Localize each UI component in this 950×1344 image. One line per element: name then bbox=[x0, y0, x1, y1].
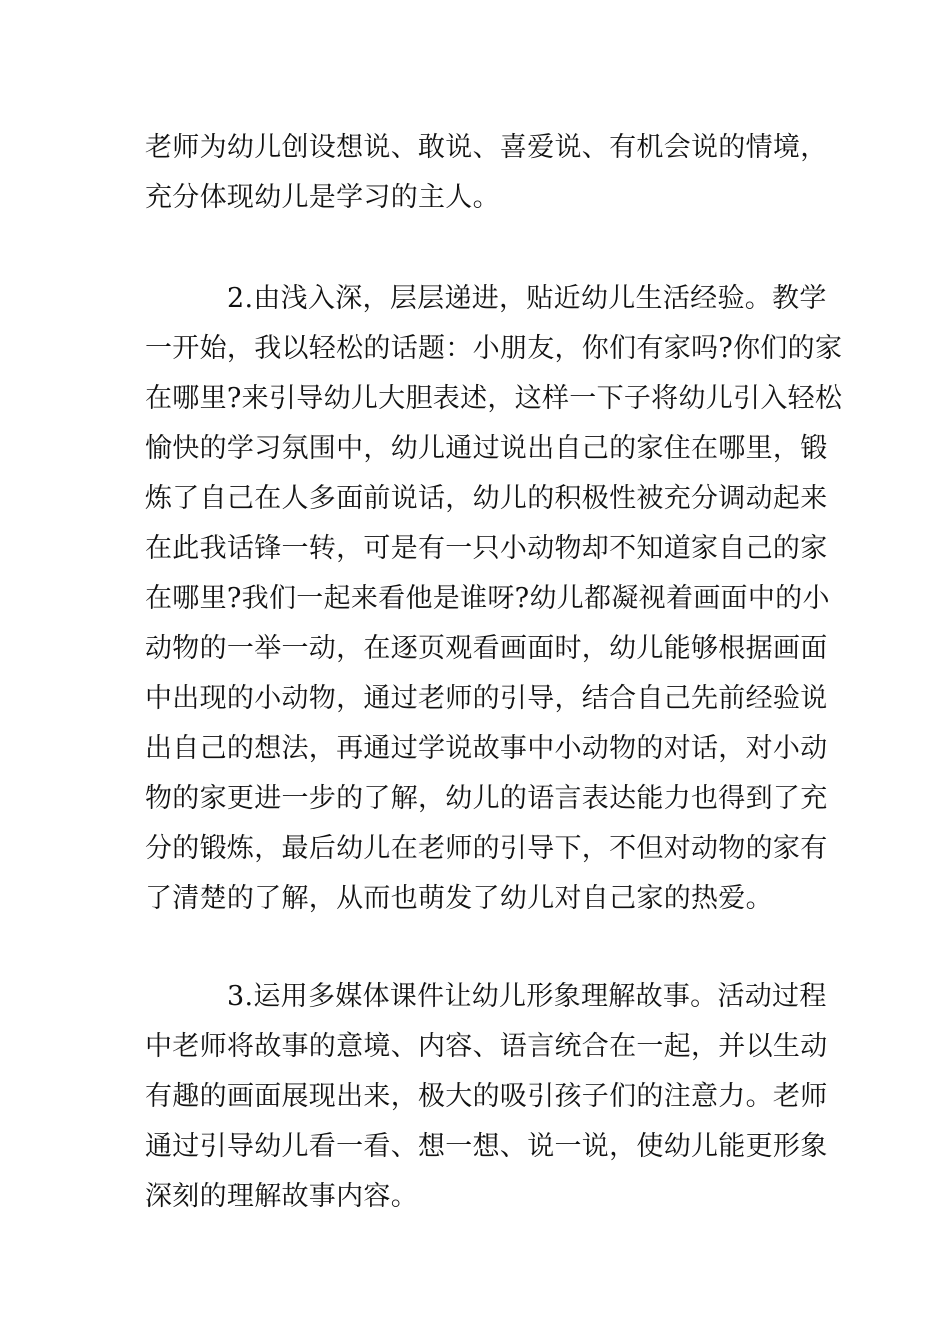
text-line: 在此我话锋一转，可是有一只小动物却不知道家自己的家 bbox=[145, 533, 828, 564]
text-line: 在哪里?来引导幼儿大胆表述，这样一下子将幼儿引入轻松 bbox=[145, 383, 843, 414]
paragraph-2 bbox=[145, 274, 843, 924]
text-line: 充分体现幼儿是学习的主人。 bbox=[145, 182, 500, 213]
text-line: 深刻的理解故事内容。 bbox=[145, 1181, 418, 1212]
paragraph-1 bbox=[145, 123, 828, 223]
text-line: 一开始，我以轻松的话题：小朋友，你们有家吗?你们的家 bbox=[145, 333, 843, 364]
text-line: 分的锻炼，最后幼儿在老师的引导下，不但对动物的家有 bbox=[145, 833, 828, 864]
text-line: 2.由浅入深，层层递进，贴近幼儿生活经验。教学 bbox=[227, 283, 827, 314]
text-line: 中出现的小动物，通过老师的引导，结合自己先前经验说 bbox=[145, 683, 828, 714]
text-line: 动物的一举一动，在逐页观看画面时，幼儿能够根据画面 bbox=[145, 633, 828, 664]
text-line: 3.运用多媒体课件让幼儿形象理解故事。活动过程 bbox=[227, 981, 827, 1012]
text-line: 出自己的想法，再通过学说故事中小动物的对话，对小动 bbox=[145, 733, 828, 764]
paragraph-3 bbox=[145, 972, 828, 1222]
text-line: 炼了自己在人多面前说话，幼儿的积极性被充分调动起来 bbox=[145, 483, 828, 514]
text-line: 老师为幼儿创设想说、敢说、喜爱说、有机会说的情境， bbox=[145, 132, 828, 163]
text-line: 中老师将故事的意境、内容、语言统合在一起，并以生动 bbox=[145, 1031, 828, 1062]
text-line: 通过引导幼儿看一看、想一想、说一说，使幼儿能更形象 bbox=[145, 1131, 828, 1162]
text-line: 有趣的画面展现出来，极大的吸引孩子们的注意力。老师 bbox=[145, 1081, 828, 1112]
text-line: 在哪里?我们一起来看他是谁呀?幼儿都凝视着画面中的小 bbox=[145, 583, 830, 614]
text-line: 了清楚的了解，从而也萌发了幼儿对自己家的热爱。 bbox=[145, 883, 773, 914]
text-line: 愉快的学习氛围中，幼儿通过说出自己的家住在哪里，锻 bbox=[145, 433, 828, 464]
text-line: 物的家更进一步的了解，幼儿的语言表达能力也得到了充 bbox=[145, 783, 828, 814]
